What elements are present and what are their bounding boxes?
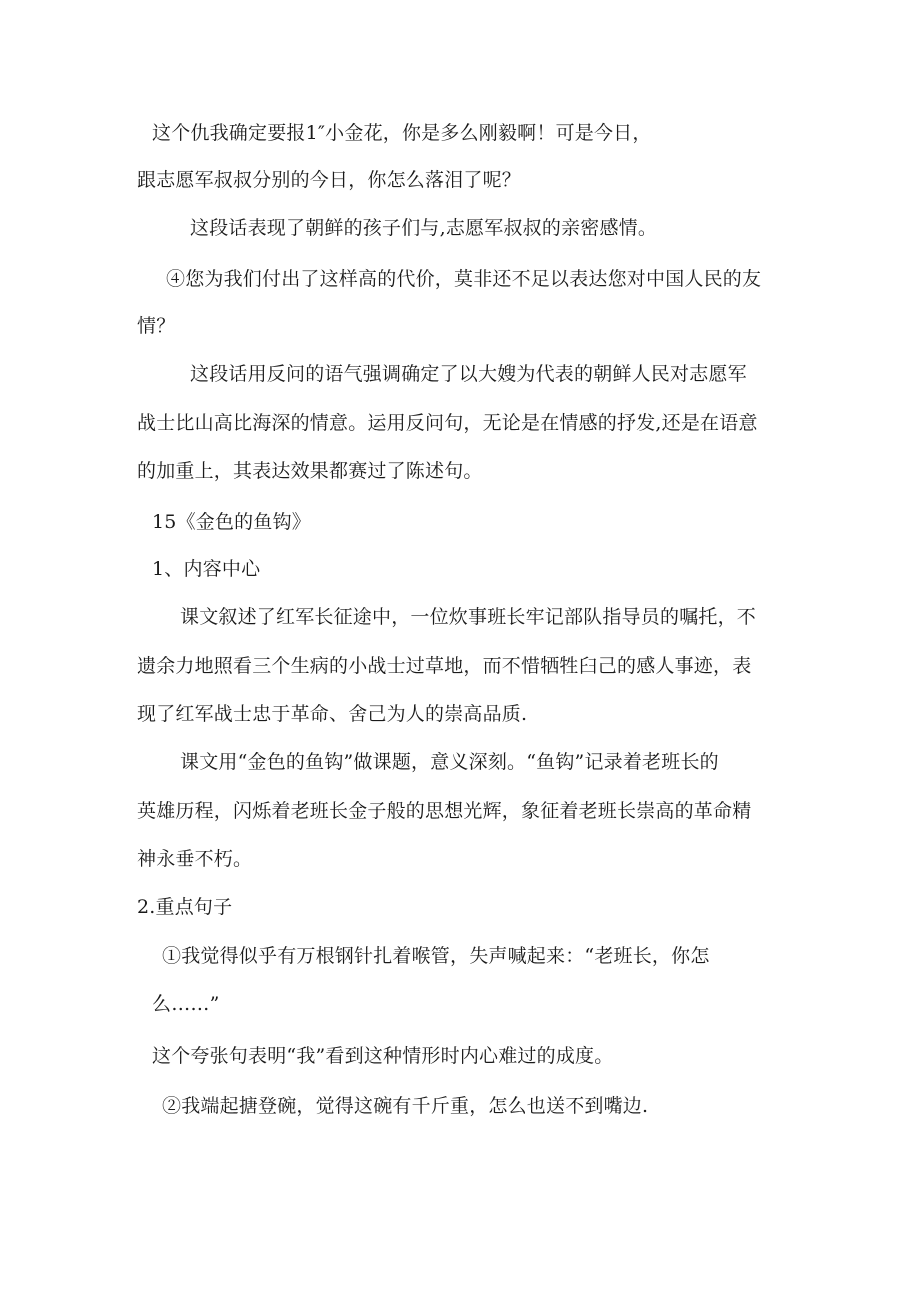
text-line: 这段话用反问的语气强调确定了以大嫂为代表的朝鲜人民对志愿军 bbox=[190, 363, 747, 385]
text-line: 跟志愿军叔叔分别的今日，你怎么落泪了呢？ bbox=[137, 169, 522, 191]
text-line: 战士比山高比海深的情意。运用反问句，无论是在情感的抒发,还是在语意 bbox=[137, 412, 758, 434]
text-line: 英雄历程，闪烁着老班长金子般的思想光辉，象征着老班长崇高的革命精 bbox=[137, 800, 752, 822]
text-line: 么……” bbox=[152, 993, 220, 1015]
text-line: ①我觉得似乎有万根钢针扎着喉管，失声喊起来：“老班长，你怎 bbox=[162, 945, 710, 967]
text-line: 情？ bbox=[137, 315, 176, 337]
text-line: 的加重上，其表达效果都赛过了陈述句。 bbox=[137, 460, 483, 482]
text-line: 现了红军战士忠于革命、舍己为人的崇高品质. bbox=[137, 703, 528, 725]
text-line: 这个仇我确定要报1″小金花，你是多么刚毅啊！可是今日， bbox=[152, 122, 652, 144]
subsection-heading: 2.重点句子 bbox=[137, 896, 233, 918]
text-line: ②我端起搪登碗，觉得这碗有千斤重，怎么也送不到嘴边. bbox=[162, 1095, 649, 1117]
text-line: 遗余力地照看三个生病的小战士过草地，而不惜牺牲臼己的感人事迹，表 bbox=[137, 655, 752, 677]
text-line: 这段话表现了朝鲜的孩子们与,志愿军叔叔的亲密感情。 bbox=[190, 217, 658, 239]
section-heading: 15《金色的鱼钩》 bbox=[152, 511, 311, 533]
text-line: 神永垂不朽。 bbox=[137, 848, 253, 870]
text-line: 这个夸张句表明“我”看到这种情形时内心难过的成度。 bbox=[152, 1045, 614, 1067]
subsection-heading: 1、内容中心 bbox=[152, 558, 261, 580]
text-line: 课文用“金色的鱼钩”做课题，意义深刻。“鱼钩”记录着老班长的 bbox=[180, 751, 719, 773]
text-line: ④您为我们付出了这样高的代价，莫非还不足以表达您对中国人民的友 bbox=[166, 268, 762, 290]
text-line: 课文叙述了红军长征途中，一位炊事班长牢记部队指导员的嘱托，不 bbox=[180, 606, 757, 628]
